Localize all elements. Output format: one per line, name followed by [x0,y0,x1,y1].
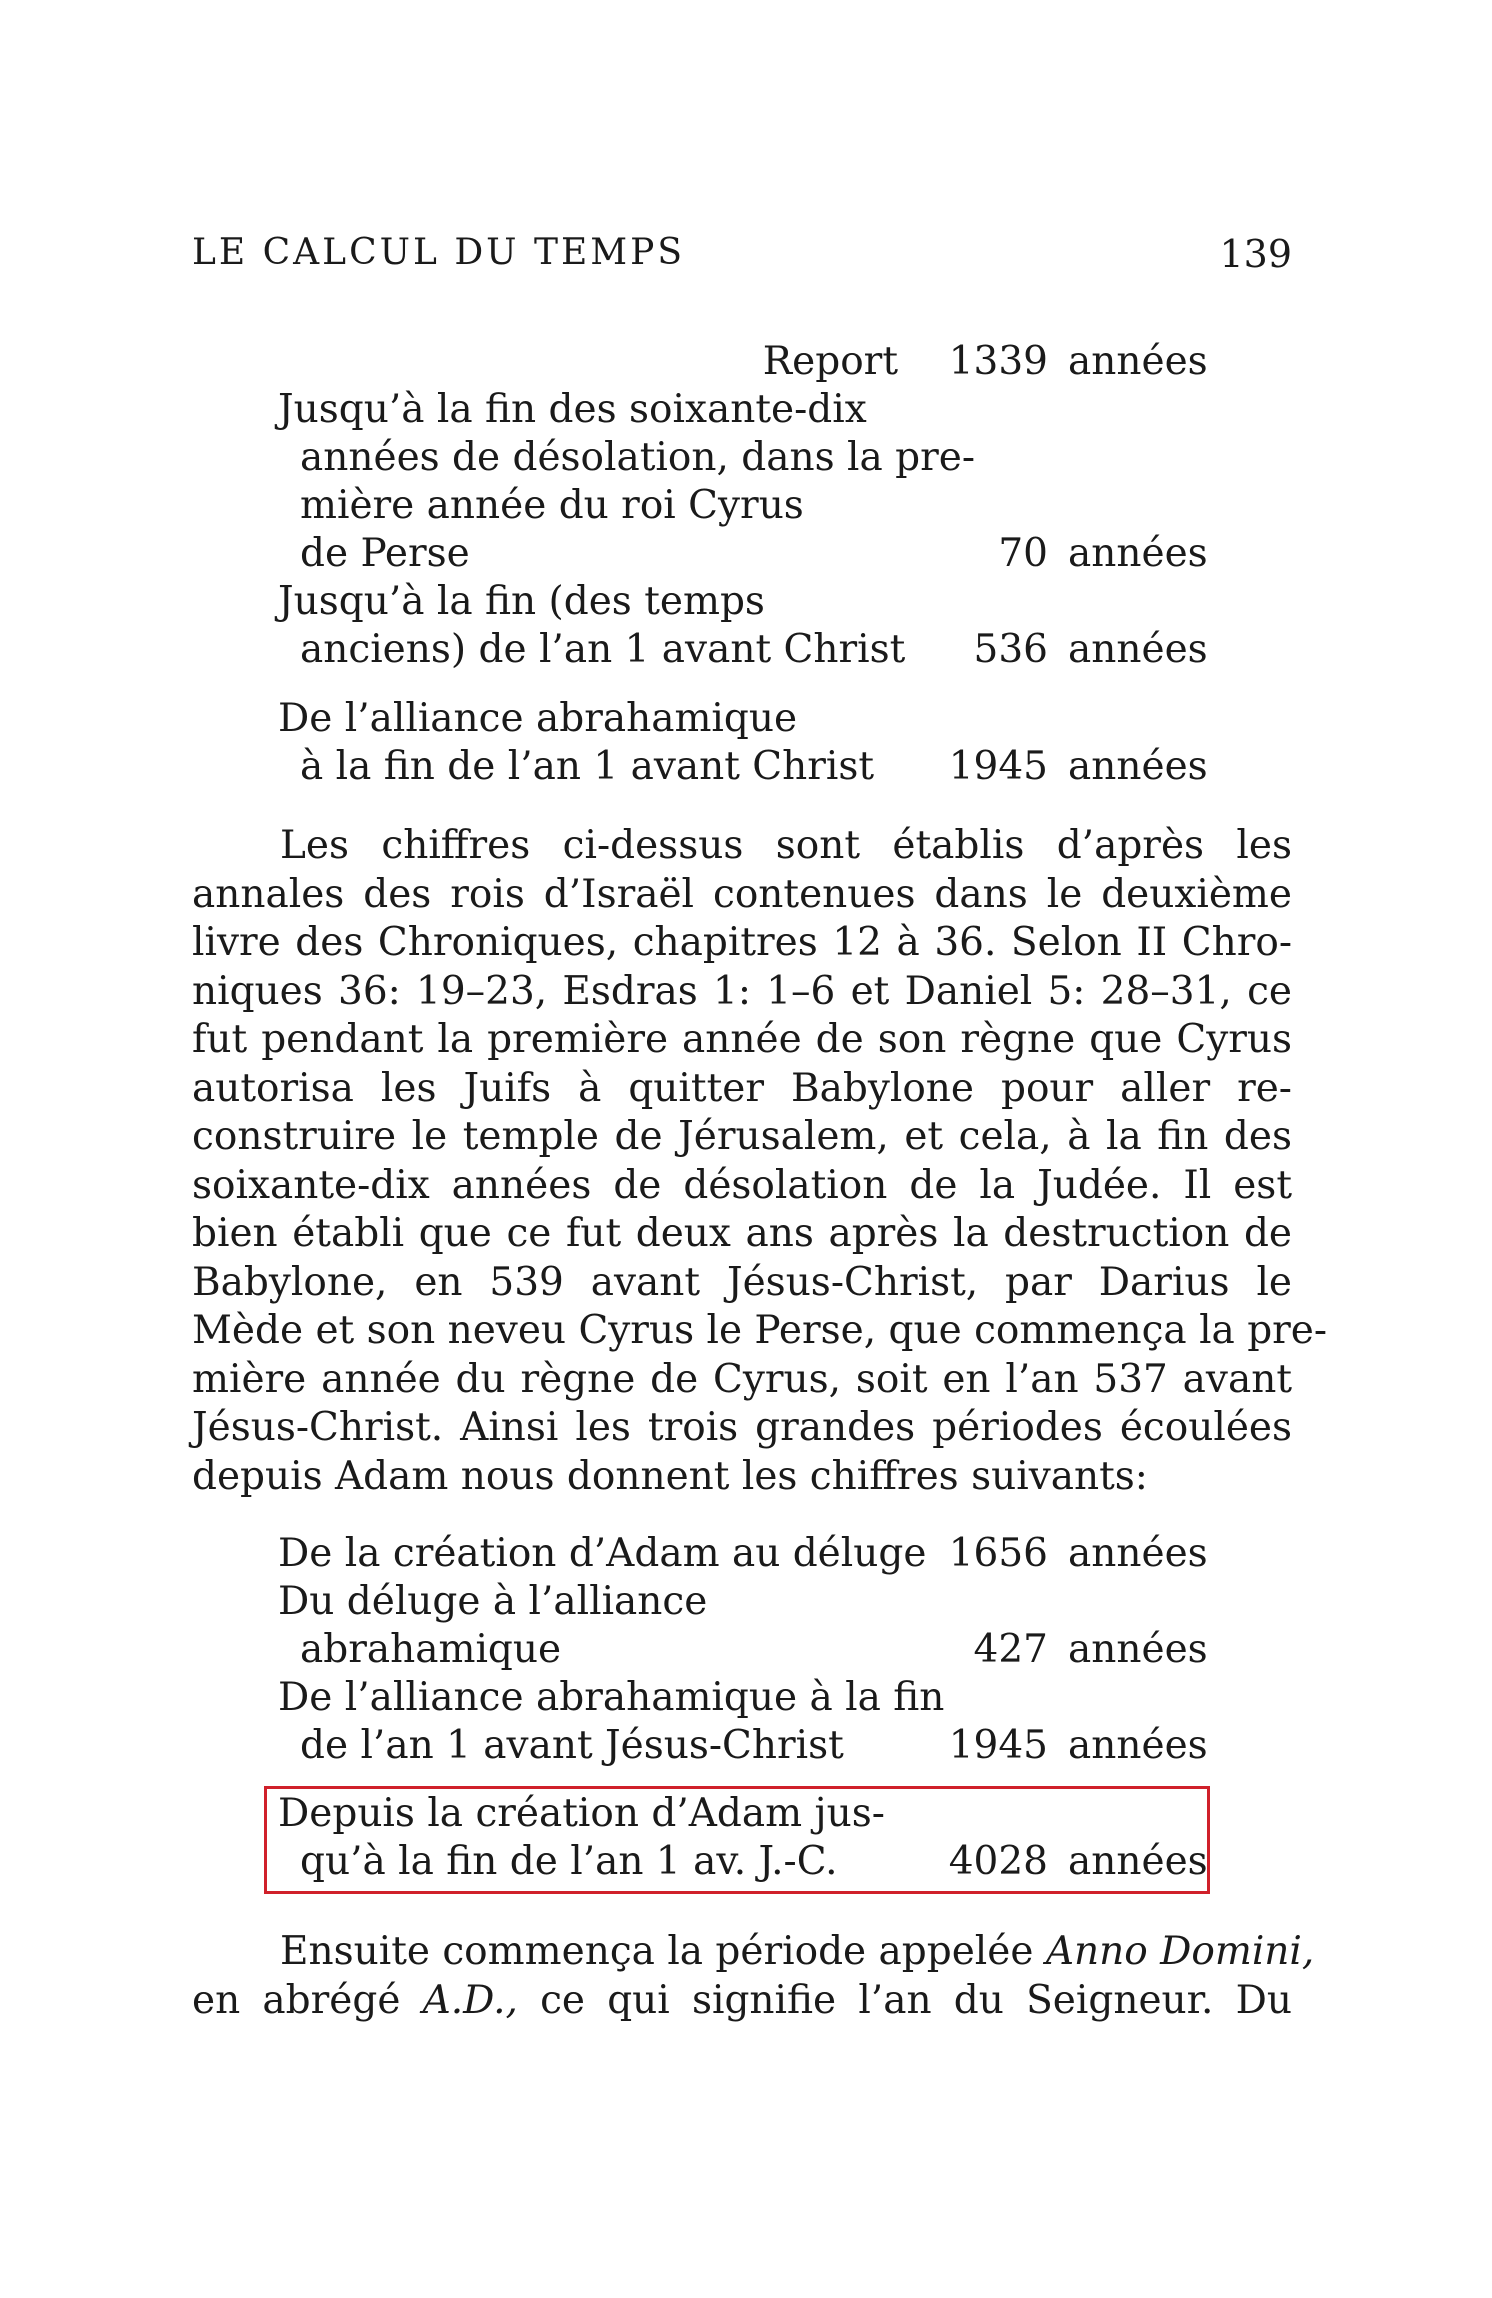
row-label: de Perse [300,531,470,576]
row-unit: années [1068,1723,1208,1768]
total-unit: années [1068,1839,1208,1884]
text-run: Ensuite commença la période appelée [280,1929,1046,1974]
table-row [278,434,1208,482]
row-value: 70 [998,531,1048,576]
row-value: 427 [973,1627,1048,1672]
page-number: 139 [1219,232,1292,276]
tally-table-1 [278,338,1208,791]
row-unit: années [1068,627,1208,672]
table-row [278,695,1208,743]
text-line: fut pendant la première année de son règne que Cyrus [192,1017,1292,1062]
row-value: 1945 [948,744,1048,789]
row-label: années de désolation, dans la pre- [300,435,976,480]
text-line: Jésus-Christ. Ainsi les trois grandes périodes écoulées [192,1405,1292,1450]
text-line: livre des Chroniques, chapitres 12 à 36. Selon II Chro- [192,920,1292,965]
row-label: De l’alliance abrahamique [278,696,798,741]
text-line: annales des rois d’Israël contenues dans le deuxième [192,871,1292,917]
table-row [278,530,1208,578]
text-line: niques 36: 19–23, Esdras 1: 1–6 et Daniel 5: 28–31, ce [192,968,1292,1014]
table-row [278,626,1208,674]
row-label: mière année du roi Cyrus [300,483,804,528]
table-row [278,1722,1208,1770]
text-line: Les chiffres ci-dessus sont établis d’après les [280,823,1292,868]
text-run: ce qui signifie l’an du Seigneur. Du [517,1977,1292,2023]
text-line: Babylone, en 539 avant Jésus-Christ, par Darius le [192,1259,1292,1305]
row-label: abrahamique [300,1627,562,1672]
text-line: autorisa les Juifs à quitter Babylone pour aller re- [192,1065,1292,1111]
text-line [192,1977,1292,2026]
total-label: qu’à la fin de l’an 1 av. J.-C. [300,1839,838,1884]
row-label: anciens) de l’an 1 avant Christ [300,627,906,672]
total-value: 4028 [948,1839,1048,1884]
table-row [278,1626,1208,1674]
row-unit: années [1068,744,1208,789]
text-line: Mède et son neveu Cyrus le Perse, que commença la pre- [192,1308,1328,1353]
row-label: à la fin de l’an 1 avant Christ [300,744,875,789]
table-row [278,1674,1208,1722]
report-row [278,338,1208,386]
row-unit: années [1068,531,1208,576]
row-value: 1656 [948,1531,1048,1576]
text-line: construire le temple de Jérusalem, et cela, à la fin des [192,1114,1292,1159]
row-label: de l’an 1 avant Jésus-Christ [300,1723,844,1768]
report-unit: années [1068,339,1208,384]
row-label: De la création d’Adam au déluge [278,1531,927,1576]
body-paragraph-2 [192,1928,1315,2025]
total-label: Depuis la création d’Adam jus- [278,1791,885,1836]
row-value: 536 [973,627,1048,672]
row-label: Jusqu’à la fin des soixante-dix [278,387,867,432]
running-title: LE CALCUL DU TEMPS [192,232,685,273]
text-run: en abrégé [192,1977,423,2023]
report-value: 1339 [948,339,1048,384]
italic-term: Anno Domini, [1045,1929,1315,1974]
table-row [278,578,1208,626]
row-label: Jusqu’à la fin (des temps [278,579,765,624]
text-line: soixante-dix années de désolation de la Judée. Il est [192,1162,1292,1208]
table-row [278,482,1208,530]
body-paragraph-1 [192,822,1328,1501]
table-row [278,1578,1208,1626]
table-row [278,1530,1208,1578]
total-highlight-box [264,1786,1210,1894]
text-line: depuis Adam nous donnent les chiffres suivants: [192,1453,1148,1499]
row-unit: années [1068,1531,1208,1576]
row-unit: années [1068,1627,1208,1672]
row-value: 1945 [948,1723,1048,1768]
report-label: Report [762,339,898,384]
table-row [278,386,1208,434]
row-label: De l’alliance abrahamique à la fin [278,1675,945,1720]
text-line [192,1928,1315,1977]
row-label: Du déluge à l’alliance [278,1579,708,1624]
italic-term: A.D., [422,1977,518,2023]
text-line: mière année du règne de Cyrus, soit en l’an 537 avant [192,1356,1292,1402]
table-row [278,743,1208,791]
text-line: bien établi que ce fut deux ans après la destruction de [192,1211,1292,1256]
